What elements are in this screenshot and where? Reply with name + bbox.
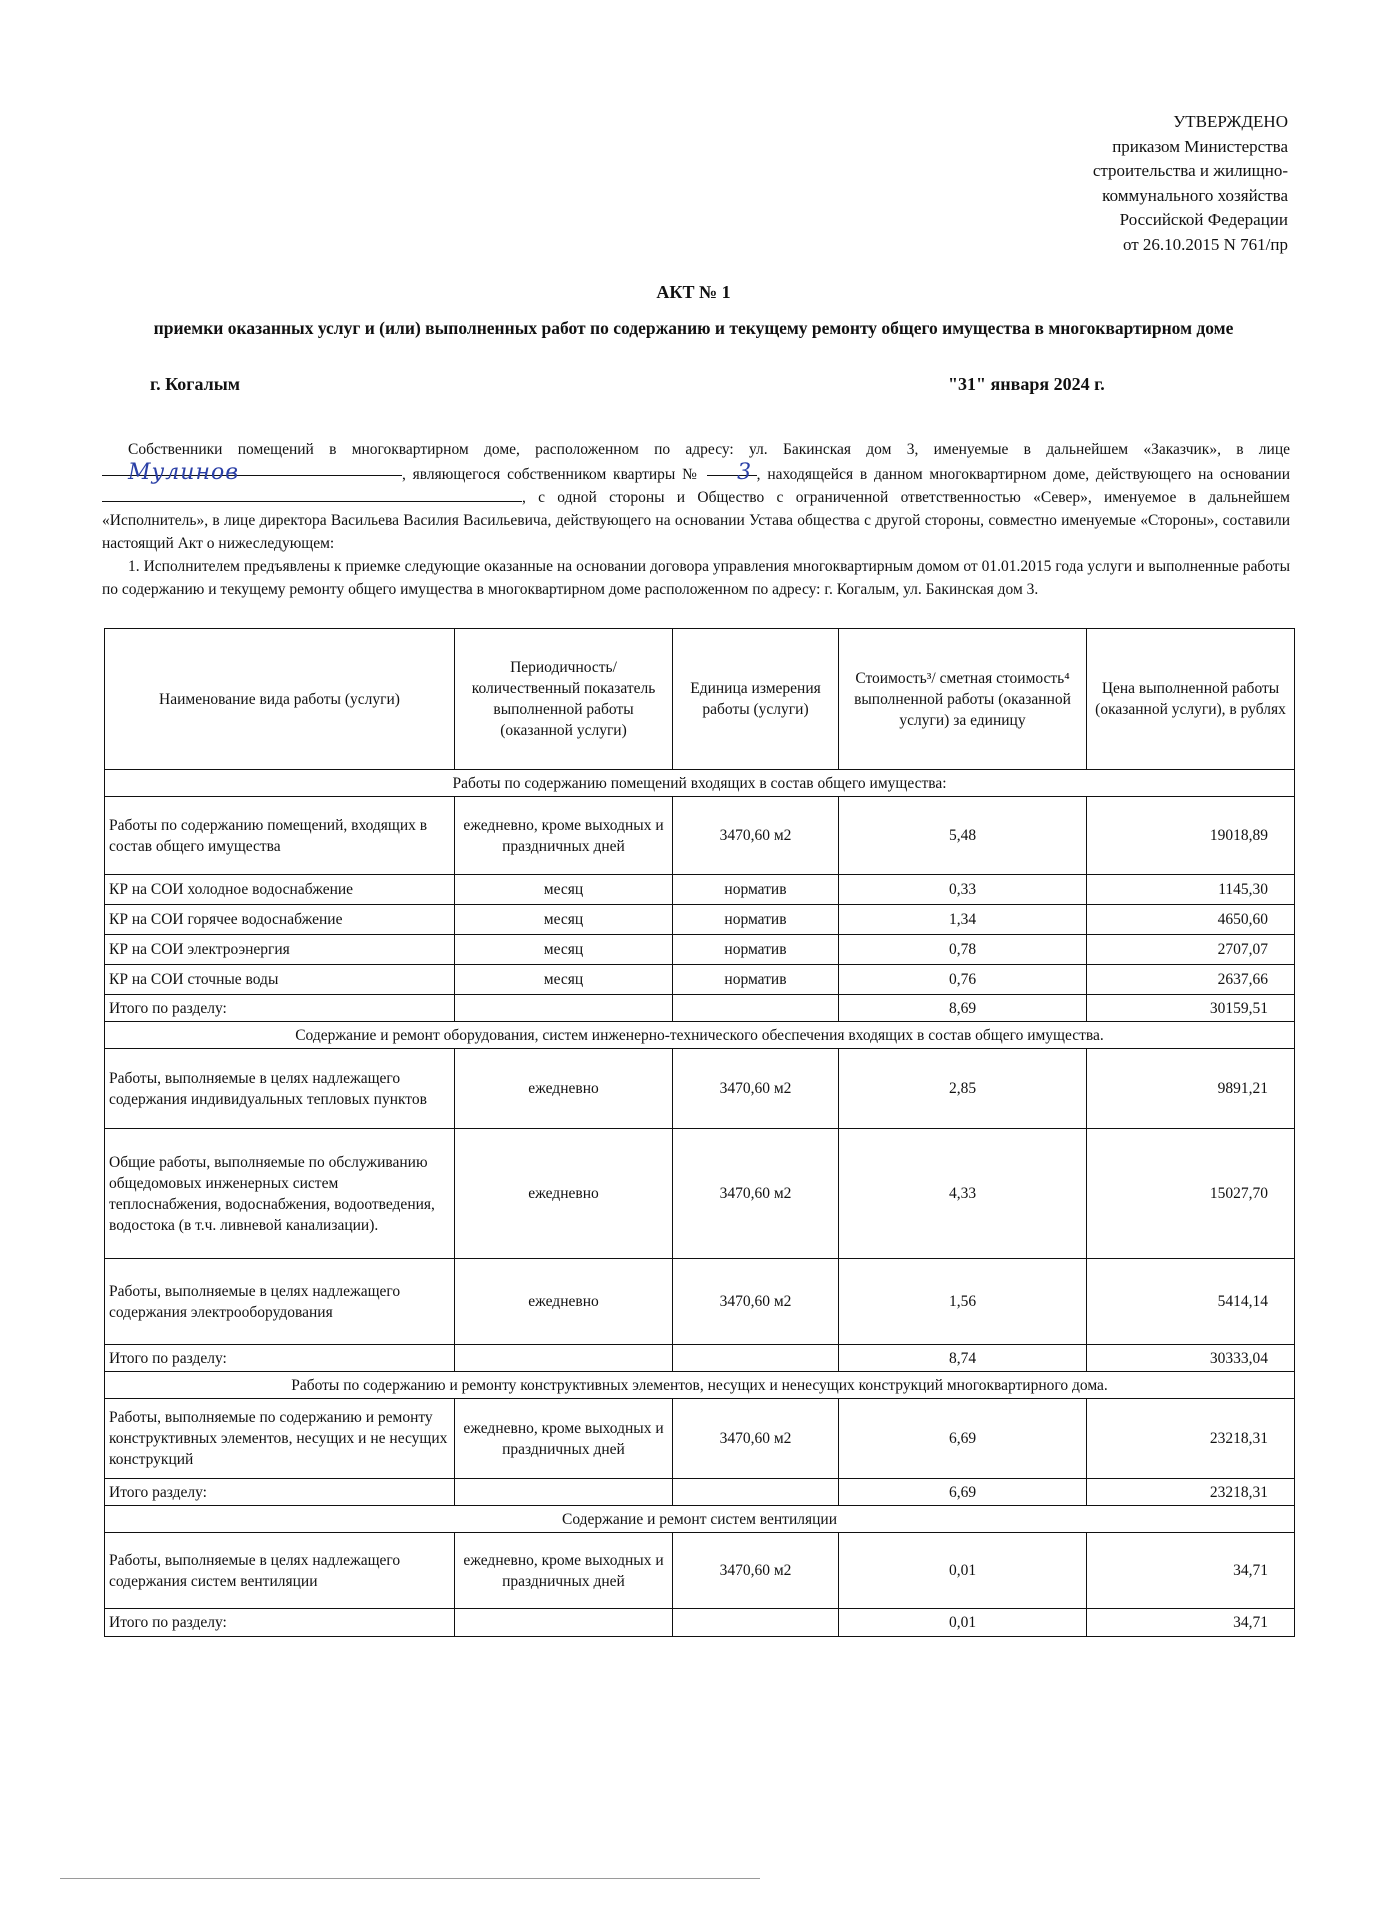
row-periodicity: месяц	[455, 905, 673, 935]
row-unit: норматив	[673, 875, 839, 905]
header-cost: Стоимость³/ сметная стоимость⁴ выполненной работы (оказанной услуги) за единицу	[839, 629, 1087, 770]
intro-part1: Собственники помещений в многоквартирном доме, расположенном по адресу: ул. Бакинская дом 3, именуемые в дальнейшем «Заказчик», в лице	[128, 441, 1290, 458]
row-unit: норматив	[673, 965, 839, 995]
table-row	[105, 1533, 1295, 1609]
section-title-row	[105, 770, 1295, 797]
row-name: Общие работы, выполняемые по обслуживанию общедомовых инженерных систем теплоснабжения, водоснабжения, водоотведения, водостока (в т.ч. ливневой канализации).	[105, 1129, 455, 1259]
row-name: КР на СОИ холодное водоснабжение	[105, 875, 455, 905]
intro-item1: 1. Исполнителем предъявлены к приемке следующие оказанные на основании договора управления многоквартирным домом от 01.01.2015 года услуги и выполненные работы по содержанию и текущему ремонту общего имущества в многоквартирном доме расположенном по адресу: г. Когалым, ул. Бакинская дом 3.	[102, 558, 1290, 598]
total-price: 34,71	[1087, 1609, 1295, 1637]
approval-block	[980, 110, 1288, 257]
row-unit: 3470,60 м2	[673, 1259, 839, 1345]
approval-line: от 26.10.2015 N 761/пр	[1122, 234, 1288, 254]
row-unit: норматив	[673, 905, 839, 935]
total-cost: 6,69	[839, 1479, 1087, 1506]
act-date: "31" января 2024 г.	[948, 374, 1105, 394]
total-cost: 0,01	[839, 1609, 1087, 1637]
apartment-blank	[707, 460, 757, 485]
section-title: Работы по содержанию и ремонту конструктивных элементов, несущих и ненесущих конструкций многоквартирного дома.	[105, 1372, 1295, 1399]
section-title-row	[105, 1506, 1295, 1533]
section-title: Содержание и ремонт оборудования, систем инженерно-технического обеспечения входящих в состав общего имущества.	[105, 1022, 1295, 1049]
header-name: Наименование вида работы (услуги)	[105, 629, 455, 770]
header-price: Цена выполненной работы (оказанной услуги), в рублях	[1087, 629, 1295, 770]
row-cost: 4,33	[839, 1129, 1087, 1259]
table-row	[105, 1259, 1295, 1345]
table-row	[105, 905, 1295, 935]
row-cost: 6,69	[839, 1399, 1087, 1479]
row-price: 34,71	[1087, 1533, 1295, 1609]
table-header-row	[105, 629, 1295, 770]
row-name: Работы, выполняемые по содержанию и ремонту конструктивных элементов, несущих и не несущих конструкций	[105, 1399, 455, 1479]
row-price: 9891,21	[1087, 1049, 1295, 1129]
section-title: Содержание и ремонт систем вентиляции	[105, 1506, 1295, 1533]
row-name: Работы, выполняемые в целях надлежащего содержания электрооборудования	[105, 1259, 455, 1345]
row-unit: 3470,60 м2	[673, 797, 839, 875]
row-name: Работы, выполняемые в целях надлежащего содержания систем вентиляции	[105, 1533, 455, 1609]
row-periodicity: месяц	[455, 965, 673, 995]
intro-part3: , находящейся в данном многоквартирном доме, действующего на основании	[756, 466, 1290, 483]
total-row	[105, 1345, 1295, 1372]
works-table	[104, 628, 1295, 1637]
total-row	[105, 995, 1295, 1022]
row-cost: 1,34	[839, 905, 1087, 935]
total-price: 23218,31	[1087, 1479, 1295, 1506]
intro-part2: , являющегося собственником квартиры №	[402, 466, 700, 483]
total-label: Итого по разделу:	[105, 1345, 455, 1372]
header-periodicity: Периодичность/ количественный показатель выполненной работы (оказанной услуги)	[455, 629, 673, 770]
row-unit: 3470,60 м2	[673, 1129, 839, 1259]
row-name: КР на СОИ сточные воды	[105, 965, 455, 995]
total-row	[105, 1479, 1295, 1506]
table-row	[105, 875, 1295, 905]
table-row	[105, 935, 1295, 965]
total-empty	[455, 995, 673, 1022]
total-label: Итого по разделу:	[105, 1609, 455, 1637]
act-subtitle: приемки оказанных услуг и (или) выполненных работ по содержанию и текущему ремонту общего имущества в многоквартирном доме	[153, 318, 1234, 338]
row-cost: 5,48	[839, 797, 1087, 875]
row-price: 1145,30	[1087, 875, 1295, 905]
total-empty	[673, 995, 839, 1022]
row-cost: 1,56	[839, 1259, 1087, 1345]
row-unit: 3470,60 м2	[673, 1399, 839, 1479]
total-empty	[673, 1345, 839, 1372]
row-name: Работы, выполняемые в целях надлежащего содержания индивидуальных тепловых пунктов	[105, 1049, 455, 1129]
row-cost: 2,85	[839, 1049, 1087, 1129]
row-cost: 0,76	[839, 965, 1087, 995]
total-row	[105, 1609, 1295, 1637]
total-price: 30333,04	[1087, 1345, 1295, 1372]
row-price: 4650,60	[1087, 905, 1295, 935]
total-cost: 8,69	[839, 995, 1087, 1022]
row-periodicity: месяц	[455, 935, 673, 965]
approval-line: Российской Федерации	[1119, 210, 1288, 229]
total-price: 30159,51	[1087, 995, 1295, 1022]
section-title-row	[105, 1372, 1295, 1399]
row-cost: 0,33	[839, 875, 1087, 905]
row-price: 2637,66	[1087, 965, 1295, 995]
row-unit: 3470,60 м2	[673, 1049, 839, 1129]
row-name: КР на СОИ горячее водоснабжение	[105, 905, 455, 935]
total-label: Итого по разделу:	[105, 995, 455, 1022]
intro-part4: , с одной стороны и Общество с ограниченной ответственностью «Север», именуемое в дальнейшем «Исполнитель», в лице директора Васильева Василия Васильевича, действующего на основании Устава общества с другой стороны, совместно именуемые «Стороны», составили настоящий Акт о нижеследующем:	[102, 489, 1290, 552]
row-periodicity: ежедневно	[455, 1049, 673, 1129]
table-row	[105, 1399, 1295, 1479]
representative-blank	[102, 460, 402, 485]
table-row	[105, 1129, 1295, 1259]
row-price: 5414,14	[1087, 1259, 1295, 1345]
approval-line: УТВЕРЖДЕНО	[1173, 112, 1288, 131]
row-name: Работы по содержанию помещений, входящих в состав общего имущества	[105, 797, 455, 875]
basis-blank	[102, 487, 522, 502]
row-price: 23218,31	[1087, 1399, 1295, 1479]
row-name: КР на СОИ электроэнергия	[105, 935, 455, 965]
total-label: Итого разделу:	[105, 1479, 455, 1506]
row-periodicity: ежедневно, кроме выходных и праздничных дней	[455, 1399, 673, 1479]
row-cost: 0,01	[839, 1533, 1087, 1609]
total-cost: 8,74	[839, 1345, 1087, 1372]
row-price: 2707,07	[1087, 935, 1295, 965]
row-unit: 3470,60 м2	[673, 1533, 839, 1609]
row-periodicity: ежедневно	[455, 1259, 673, 1345]
approval-line: коммунального хозяйства	[1102, 185, 1288, 205]
header-unit: Единица измерения работы (услуги)	[673, 629, 839, 770]
row-cost: 0,78	[839, 935, 1087, 965]
total-empty	[673, 1479, 839, 1506]
section-title: Работы по содержанию помещений входящих в состав общего имущества:	[105, 770, 1295, 797]
table-row	[105, 797, 1295, 875]
act-title: АКТ № 1	[656, 282, 731, 302]
handwritten-name: Мулинов	[128, 460, 240, 485]
scan-artifact-line	[60, 1878, 760, 1879]
section-title-row	[105, 1022, 1295, 1049]
total-empty	[455, 1479, 673, 1506]
table-row	[105, 965, 1295, 995]
row-price: 19018,89	[1087, 797, 1295, 875]
row-unit: норматив	[673, 935, 839, 965]
intro-text	[102, 438, 1290, 601]
row-periodicity: месяц	[455, 875, 673, 905]
handwritten-apartment: 3	[737, 460, 753, 485]
row-periodicity: ежедневно, кроме выходных и праздничных дней	[455, 797, 673, 875]
total-empty	[455, 1345, 673, 1372]
row-periodicity: ежедневно	[455, 1129, 673, 1259]
total-empty	[455, 1609, 673, 1637]
city: г. Когалым	[150, 374, 241, 394]
total-empty	[673, 1609, 839, 1637]
table-row	[105, 1049, 1295, 1129]
row-price: 15027,70	[1087, 1129, 1295, 1259]
row-periodicity: ежедневно, кроме выходных и праздничных дней	[455, 1533, 673, 1609]
approval-line: приказом Министерства	[1112, 136, 1288, 156]
approval-line: строительства и жилищно-	[1092, 161, 1288, 180]
